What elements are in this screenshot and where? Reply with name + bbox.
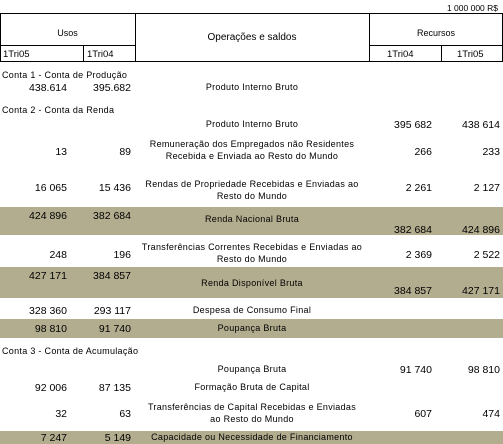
operation-label-line: Rendas de Propriedade Recebidas e Enviadas ao	[145, 179, 359, 189]
operation-label-line: Recebida e Enviada ao Resto do Mundo	[165, 150, 339, 161]
section-conta-1: Conta 1 - Conta de Produção	[2, 70, 128, 80]
operation-label	[135, 82, 369, 94]
recursos-subline	[369, 45, 503, 46]
recursos-1tri04-value: 607	[414, 408, 432, 420]
header-top-line	[0, 13, 503, 14]
recursos-1tri05-value: 98 810	[467, 364, 500, 376]
recursos-1tri04-value: 266	[414, 146, 432, 158]
unit-label: 1 000 000 R$	[446, 3, 498, 13]
usos-1tri04-value: 89	[119, 146, 131, 158]
operation-label	[135, 432, 369, 444]
usos-1tri05-value: 13	[55, 146, 67, 158]
header-rec-col1: 1Tri04	[387, 49, 414, 60]
header-usos-col2: 1Tri04	[87, 49, 114, 60]
operation-label-line: Renda Nacional Bruta	[204, 214, 300, 224]
header-usos: Usos	[57, 28, 78, 38]
usos-subline	[0, 45, 135, 46]
usos-1tri05-value: 328 360	[29, 305, 67, 317]
recursos-1tri05-value: 2 127	[473, 182, 500, 194]
operation-label	[135, 179, 369, 202]
operation-label-line: Despesa de Consumo Final	[192, 305, 312, 315]
operation-label-line: Poupança Bruta	[217, 364, 287, 374]
recursos-1tri05-value: 424 896	[462, 224, 500, 236]
operation-label	[135, 119, 369, 131]
recursos-1tri04-value: 395 682	[394, 119, 432, 131]
recursos-1tri05-value: 2 522	[473, 249, 500, 261]
recursos-1tri05-value: 233	[482, 146, 500, 158]
usos-1tri05-value: 98 810	[34, 323, 67, 335]
operation-label	[135, 139, 369, 162]
usos-1tri04-value: 5 149	[104, 432, 131, 444]
section-conta-3: Conta 3 - Conta de Acumulação	[2, 346, 139, 356]
operation-label-line: Transferências de Capital Recebidas e Enviadas	[147, 402, 357, 412]
usos-1tri04-value: 196	[113, 249, 131, 261]
usos-1tri05-value: 248	[49, 249, 67, 261]
section-conta-2: Conta 2 - Conta da Renda	[2, 105, 115, 115]
header-bottom-line	[0, 61, 503, 62]
usos-1tri04-value: 91 740	[98, 323, 131, 335]
recursos-1tri04-value: 2 369	[405, 249, 432, 261]
operation-label-line: Produto Interno Bruto	[205, 82, 299, 92]
usos-1tri04-value: 87 135	[98, 382, 131, 394]
recursos-1tri04-value: 382 684	[394, 224, 432, 236]
operation-label	[135, 214, 369, 226]
recursos-1tri05-value: 427 171	[462, 285, 500, 297]
operation-label-line: Formação Bruta de Capital	[194, 382, 310, 392]
operation-label-line: Transferências Correntes Recebidas e Enviadas ao	[141, 242, 363, 252]
usos-1tri05-value: 32	[55, 408, 67, 420]
recursos-1tri05-value: 474	[482, 408, 500, 420]
operation-label	[135, 323, 369, 335]
operation-label-line: Remuneração dos Empregados não Residentes	[149, 139, 355, 149]
usos-1tri05-value: 7 247	[40, 432, 67, 444]
usos-1tri05-value: 92 006	[34, 382, 67, 394]
header-operacoes: Operações e saldos	[207, 32, 297, 43]
usos-1tri04-value: 63	[119, 408, 131, 420]
operation-label	[135, 402, 369, 425]
recursos-1tri04-value: 2 261	[405, 182, 432, 194]
operation-label-line: Renda Disponível Bruta	[201, 278, 303, 288]
usos-1tri04-value: 293 117	[93, 305, 131, 317]
header-usos-divider	[83, 45, 84, 62]
usos-1tri04-value: 395.682	[93, 82, 131, 94]
operation-label	[135, 278, 369, 290]
usos-1tri04-value: 15 436	[98, 182, 131, 194]
recursos-1tri05-value: 438 614	[462, 119, 500, 131]
operation-label-line: Capacidade ou Necessidade de Financiamento	[151, 432, 353, 442]
operation-label	[135, 364, 369, 376]
operation-label-line: ao Resto do Mundo	[210, 413, 294, 424]
operation-label-line: Poupança Bruta	[217, 323, 287, 333]
operation-label-line: Resto do Mundo	[216, 190, 288, 201]
recursos-1tri04-value: 384 857	[394, 285, 432, 297]
operation-label-line: Resto do Mundo	[216, 253, 288, 264]
usos-1tri05-value: 427 171	[29, 270, 67, 282]
header-usos-col1: 1Tri05	[3, 49, 30, 60]
usos-1tri05-value: 438.614	[29, 82, 67, 94]
recursos-1tri04-value: 91 740	[399, 364, 432, 376]
header-recursos: Recursos	[416, 28, 455, 38]
operation-label	[135, 305, 369, 317]
usos-1tri04-value: 384 857	[93, 270, 131, 282]
header-rec-col2: 1Tri05	[457, 49, 484, 60]
header-rec-divider	[441, 45, 442, 62]
usos-1tri05-value: 16 065	[34, 182, 67, 194]
operation-label-line: Produto Interno Bruto	[205, 119, 299, 129]
operation-label	[135, 382, 369, 394]
operation-label	[135, 242, 369, 265]
usos-1tri05-value: 424 896	[29, 210, 67, 222]
usos-1tri04-value: 382 684	[93, 210, 131, 222]
